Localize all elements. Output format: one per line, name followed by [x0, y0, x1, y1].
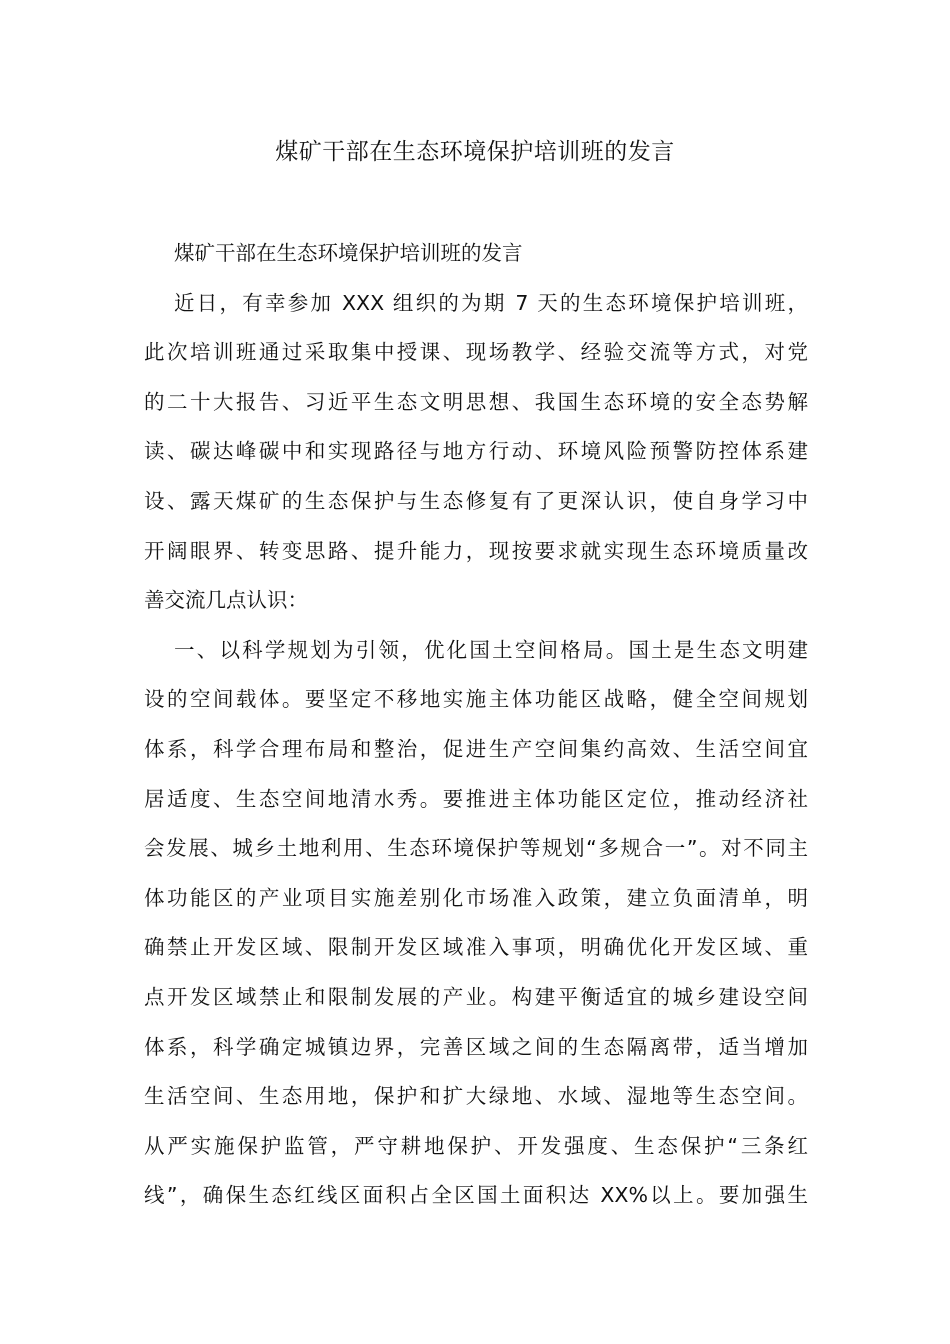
- paragraph-line: 体功能区的产业项目实施差别化市场准入政策，建立负面清单，明: [144, 885, 808, 910]
- paragraph-line: 设的空间载体。要坚定不移地实施主体功能区战略，健全空间规划: [144, 687, 808, 712]
- paragraph-line: 体系，科学合理布局和整治，促进生产空间集约高效、生活空间宜: [144, 736, 808, 761]
- paragraph-line: 近日，有幸参加 XXX 组织的为期 7 天的生态环境保护培训班，: [174, 290, 808, 315]
- paragraph-line: 线”，确保生态红线区面积占全区国土面积达 XX%以上。要加强生: [144, 1183, 808, 1208]
- paragraph-line: 生活空间、生态用地，保护和扩大绿地、水域、湿地等生态空间。: [144, 1084, 808, 1109]
- document-body: [144, 229, 808, 1221]
- paragraph-line: 会发展、城乡土地利用、生态环境保护等规划“多规合一”。对不同主: [144, 836, 808, 861]
- paragraph-line: 一、以科学规划为引领，优化国土空间格局。国土是生态文明建: [174, 637, 808, 662]
- paragraph-line: 读、碳达峰碳中和实现路径与地方行动、环境风险预警防控体系建: [144, 439, 808, 464]
- paragraph-line: 确禁止开发区域、限制开发区域准入事项，明确优化开发区域、重: [144, 935, 808, 960]
- paragraph-line: 的二十大报告、习近平生态文明思想、我国生态环境的安全态势解: [144, 389, 808, 414]
- paragraph-line: 体系，科学确定城镇边界，完善区域之间的生态隔离带，适当增加: [144, 1034, 808, 1059]
- document-title: 煤矿干部在生态环境保护培训班的发言: [275, 139, 675, 165]
- paragraph-line: 开阔眼界、转变思路、提升能力，现按要求就实现生态环境质量改: [144, 538, 808, 563]
- paragraph-line: 居适度、生态空间地清水秀。要推进主体功能区定位，推动经济社: [144, 786, 808, 811]
- paragraph-line: 此次培训班通过采取集中授课、现场教学、经验交流等方式，对党: [144, 340, 808, 365]
- paragraph-line: 点开发区域禁止和限制发展的产业。构建平衡适宜的城乡建设空间: [144, 984, 808, 1009]
- subtitle-line: 煤矿干部在生态环境保护培训班的发言: [174, 241, 523, 265]
- paragraph-line: 从严实施保护监管，严守耕地保护、开发强度、生态保护“三条红: [144, 1133, 808, 1158]
- paragraph-line: 善交流几点认识：: [144, 588, 308, 613]
- paragraph-line: 设、露天煤矿的生态保护与生态修复有了更深认识，使自身学习中: [144, 488, 808, 513]
